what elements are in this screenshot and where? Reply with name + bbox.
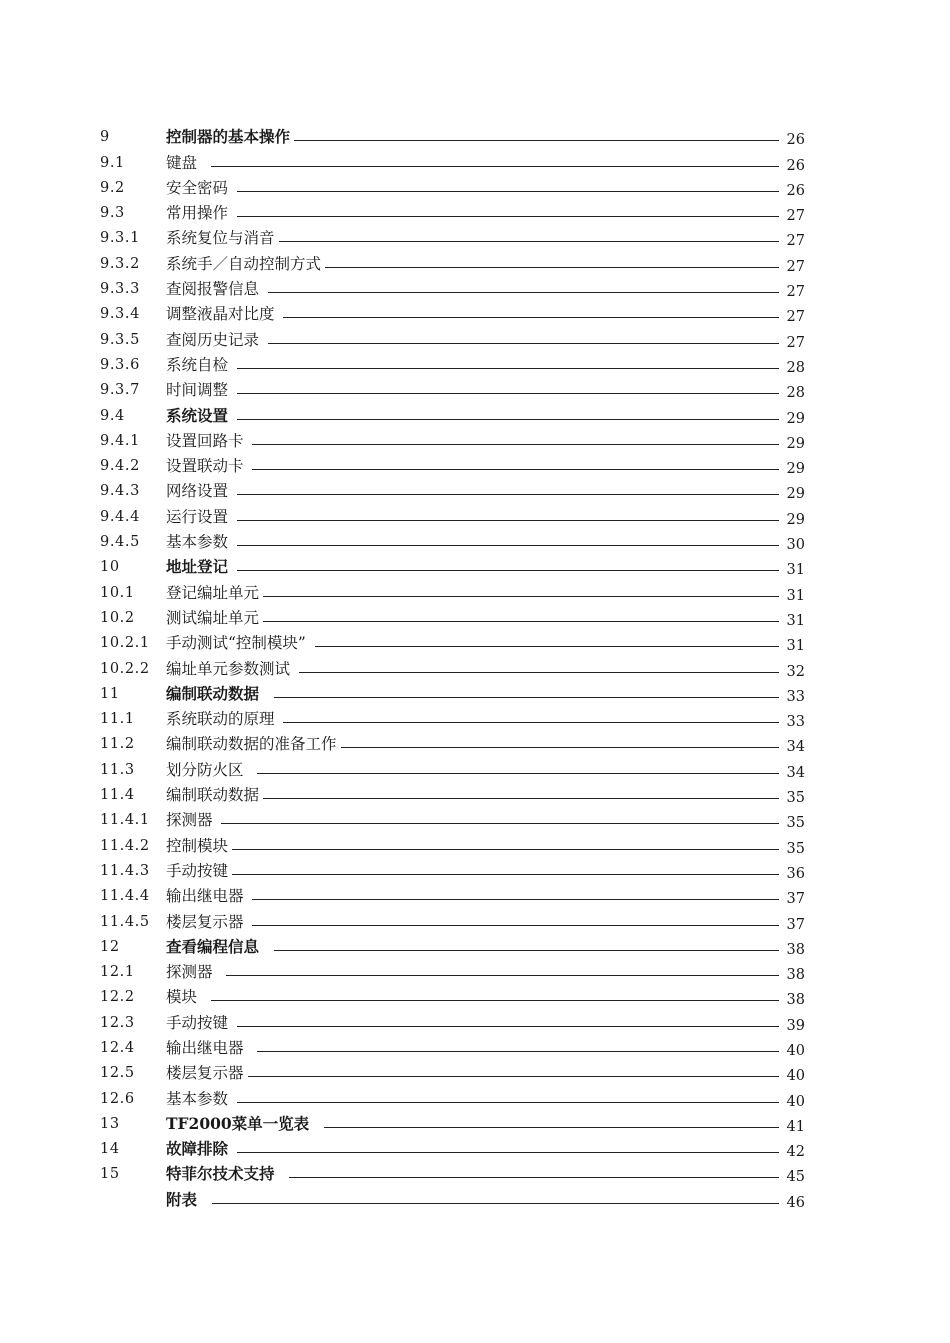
toc-entry-title: 控制器的基本操作 <box>166 127 291 147</box>
toc-entry-title: 手动按键 <box>166 1013 233 1032</box>
toc-leader-line <box>232 849 779 850</box>
toc-leader-line <box>221 823 779 824</box>
toc-leader-line <box>274 697 779 698</box>
toc-entry-page: 40 <box>786 1068 805 1085</box>
toc-entry[interactable] <box>100 528 805 553</box>
toc-entry-number: 9.3.2 <box>100 255 140 272</box>
toc-entry-page: 29 <box>786 461 805 478</box>
toc-entry-title: 楼层复示器 <box>166 912 249 931</box>
toc-entry[interactable] <box>100 351 805 376</box>
toc-entry-page: 34 <box>786 739 805 756</box>
toc-entry-title: 查看编程信息 <box>166 936 270 956</box>
toc-entry-title: 控制模块 <box>166 836 229 855</box>
toc-entry-number: 15 <box>100 1166 120 1183</box>
toc-entry-page: 27 <box>786 208 805 225</box>
toc-entry-number: 10.1 <box>100 584 135 601</box>
toc-entry[interactable] <box>100 224 805 249</box>
toc-leader-line <box>283 722 779 723</box>
toc-leader-line <box>274 950 779 951</box>
toc-entry-page: 42 <box>786 1144 805 1161</box>
toc-entry[interactable] <box>100 604 805 629</box>
toc-entry-page: 27 <box>786 258 805 275</box>
toc-entry-page: 27 <box>786 309 805 326</box>
toc-entry-number: 9.4.1 <box>100 432 140 449</box>
toc-entry-number: 9.4.5 <box>100 534 140 551</box>
toc-entry-title: 设置联动卡 <box>166 457 249 476</box>
toc-entry-number: 13 <box>100 1115 120 1132</box>
toc-leader-line <box>252 899 779 900</box>
toc-entry-page: 29 <box>786 410 805 427</box>
toc-entry-number: 9 <box>100 129 110 146</box>
toc-entry-page: 37 <box>786 891 805 908</box>
toc-leader-line <box>263 621 779 622</box>
toc-entry-number: 9.4 <box>100 407 125 424</box>
toc-entry-title: 系统复位与消音 <box>166 229 275 248</box>
toc-entry-number: 11.4.5 <box>100 913 150 930</box>
toc-entry-page: 26 <box>786 132 805 149</box>
toc-entry-page: 35 <box>786 840 805 857</box>
toc-entry-title: 划分防火区 <box>166 760 254 779</box>
toc-entry-page: 40 <box>786 1093 805 1110</box>
toc-entry-number: 11.1 <box>100 711 135 728</box>
toc-entry-page: 36 <box>786 865 805 882</box>
toc-entry[interactable] <box>100 831 805 856</box>
toc-entry-page: 31 <box>786 638 805 655</box>
toc-entry-title: 查阅报警信息 <box>166 280 264 299</box>
toc-entry-page: 35 <box>786 790 805 807</box>
toc-leader-line <box>237 393 779 394</box>
toc-entry[interactable] <box>100 983 805 1008</box>
toc-entry-page: 26 <box>786 157 805 174</box>
toc-entry-page: 31 <box>786 562 805 579</box>
toc-leader-line <box>294 140 779 141</box>
toc-entry-number: 9.4.3 <box>100 483 140 500</box>
toc-entry[interactable] <box>100 1110 805 1135</box>
toc-leader-line <box>237 419 779 420</box>
toc-entry[interactable] <box>100 477 805 502</box>
toc-entry-title: 编制联动数据的准备工作 <box>166 735 337 754</box>
toc-entry-number: 12.2 <box>100 989 135 1006</box>
toc-leader-line <box>279 241 779 242</box>
toc-entry-number: 10.2.1 <box>100 635 150 652</box>
table-of-contents <box>100 123 805 1211</box>
toc-entry-number: 10.2 <box>100 609 135 626</box>
toc-entry[interactable] <box>100 123 805 148</box>
toc-entry[interactable] <box>100 452 805 477</box>
toc-entry-title: 安全密码 <box>166 178 233 197</box>
toc-entry-number: 11.4.3 <box>100 862 150 879</box>
toc-entry[interactable] <box>100 1185 805 1210</box>
toc-leader-line <box>232 874 779 875</box>
toc-entry[interactable] <box>100 705 805 730</box>
toc-entry[interactable] <box>100 1034 805 1059</box>
toc-entry-title: 系统联动的原理 <box>166 710 280 729</box>
toc-entry[interactable] <box>100 857 805 882</box>
toc-leader-line <box>257 1051 779 1052</box>
toc-leader-line <box>212 1203 779 1204</box>
toc-entry-page: 45 <box>786 1169 805 1186</box>
toc-entry-title: 系统设置 <box>166 405 234 425</box>
toc-leader-line <box>237 545 779 546</box>
toc-entry[interactable] <box>100 1160 805 1185</box>
toc-entry-title: 设置回路卡 <box>166 431 249 450</box>
toc-entry-number: 11.2 <box>100 736 135 753</box>
toc-leader-line <box>237 494 779 495</box>
toc-entry[interactable] <box>100 1008 805 1033</box>
toc-entry-title: 测试编址单元 <box>166 608 260 627</box>
toc-entry-title: 地址登记 <box>166 557 234 577</box>
toc-entry[interactable] <box>100 502 805 527</box>
toc-entry-number: 12.3 <box>100 1014 135 1031</box>
toc-leader-line <box>237 216 779 217</box>
toc-entry-page: 38 <box>786 992 805 1009</box>
toc-leader-line <box>263 798 779 799</box>
toc-entry-title: 编址单元参数测试 <box>166 659 295 678</box>
toc-entry-page: 30 <box>786 537 805 554</box>
toc-entry-number: 11.4.4 <box>100 888 150 905</box>
toc-leader-line <box>252 925 779 926</box>
toc-entry[interactable] <box>100 275 805 300</box>
toc-entry[interactable] <box>100 427 805 452</box>
toc-entry-page: 32 <box>786 663 805 680</box>
toc-entry-title: 系统手／自动控制方式 <box>166 254 322 273</box>
toc-entry-number: 9.3.5 <box>100 331 140 348</box>
toc-entry-title: 基本参数 <box>166 1089 233 1108</box>
toc-entry-title: 输出继电器 <box>166 887 249 906</box>
toc-entry-title: 系统自检 <box>166 355 233 374</box>
toc-entry-number: 10 <box>100 559 120 576</box>
toc-entry-page: 33 <box>786 714 805 731</box>
toc-entry-page: 29 <box>786 435 805 452</box>
toc-entry-number: 11.4.1 <box>100 812 150 829</box>
toc-entry-number: 10.2.2 <box>100 660 150 677</box>
toc-entry-page: 29 <box>786 511 805 528</box>
toc-entry-page: 31 <box>786 612 805 629</box>
toc-entry-title: 楼层复示器 <box>166 1064 244 1083</box>
toc-entry-number: 12.1 <box>100 964 135 981</box>
toc-entry-page: 31 <box>786 587 805 604</box>
toc-entry-number: 9.4.4 <box>100 508 140 525</box>
toc-entry-page: 28 <box>786 385 805 402</box>
toc-leader-line <box>324 1127 779 1128</box>
toc-entry-title: 输出继电器 <box>166 1038 254 1057</box>
toc-entry-page: 27 <box>786 334 805 351</box>
toc-entry-title: TF2000菜单一览表 <box>166 1113 320 1133</box>
toc-entry[interactable] <box>100 376 805 401</box>
toc-entry-number: 14 <box>100 1141 120 1158</box>
toc-entry[interactable] <box>100 1084 805 1109</box>
toc-entry-page: 28 <box>786 359 805 376</box>
toc-entry-page: 38 <box>786 941 805 958</box>
toc-entry-number: 12.4 <box>100 1039 135 1056</box>
toc-entry[interactable] <box>100 680 805 705</box>
toc-entry-title: 特菲尔技术支持 <box>166 1164 286 1184</box>
toc-entry-title: 模块 <box>166 988 207 1007</box>
toc-entry-page: 27 <box>786 233 805 250</box>
toc-leader-line <box>237 1026 779 1027</box>
toc-entry-number: 9.4.2 <box>100 458 140 475</box>
toc-entry-number: 12.6 <box>100 1090 135 1107</box>
toc-entry[interactable] <box>100 300 805 325</box>
toc-leader-line <box>315 646 779 647</box>
toc-entry-page: 37 <box>786 916 805 933</box>
toc-leader-line <box>211 1000 779 1001</box>
toc-entry[interactable] <box>100 174 805 199</box>
toc-entry-number: 11 <box>100 685 120 702</box>
toc-leader-line <box>211 166 779 167</box>
toc-entry[interactable] <box>100 882 805 907</box>
toc-entry-number: 11.4 <box>100 787 135 804</box>
toc-entry-page: 40 <box>786 1042 805 1059</box>
toc-leader-line <box>325 267 779 268</box>
toc-leader-line <box>248 1076 779 1077</box>
toc-entry-number: 12 <box>100 938 120 955</box>
toc-entry-number: 9.3 <box>100 205 125 222</box>
toc-entry-title: 网络设置 <box>166 482 233 501</box>
toc-leader-line <box>252 469 779 470</box>
toc-entry[interactable] <box>100 401 805 426</box>
toc-entry-number: 9.1 <box>100 154 125 171</box>
toc-entry-title: 手动按键 <box>166 861 229 880</box>
toc-entry-page: 38 <box>786 967 805 984</box>
toc-leader-line <box>257 773 779 774</box>
toc-entry[interactable] <box>100 629 805 654</box>
toc-leader-line <box>268 343 779 344</box>
toc-leader-line <box>268 292 779 293</box>
toc-entry-page: 26 <box>786 182 805 199</box>
toc-entry[interactable] <box>100 933 805 958</box>
toc-entry-number: 9.3.7 <box>100 382 140 399</box>
toc-entry-page: 34 <box>786 764 805 781</box>
toc-leader-line <box>237 191 779 192</box>
toc-entry-page: 41 <box>786 1118 805 1135</box>
toc-entry-number: 9.2 <box>100 179 125 196</box>
toc-entry[interactable] <box>100 249 805 274</box>
toc-entry-page: 27 <box>786 284 805 301</box>
toc-entry-title: 编制联动数据 <box>166 683 270 703</box>
toc-entry-title: 探测器 <box>166 963 223 982</box>
toc-entry-title: 故障排除 <box>166 1139 234 1159</box>
toc-leader-line <box>299 672 779 673</box>
toc-leader-line <box>289 1177 779 1178</box>
toc-entry[interactable] <box>100 730 805 755</box>
toc-entry-page: 46 <box>786 1194 805 1211</box>
toc-leader-line <box>263 596 779 597</box>
toc-entry[interactable] <box>100 755 805 780</box>
toc-entry-title: 登记编址单元 <box>166 583 260 602</box>
toc-entry[interactable] <box>100 1135 805 1160</box>
toc-entry-number: 11.3 <box>100 761 135 778</box>
toc-entry-page: 29 <box>786 486 805 503</box>
toc-entry-title: 运行设置 <box>166 507 233 526</box>
toc-entry[interactable] <box>100 1059 805 1084</box>
toc-leader-line <box>237 1102 779 1103</box>
toc-entry[interactable] <box>100 806 805 831</box>
toc-entry[interactable] <box>100 781 805 806</box>
toc-entry-title: 手动测试“控制模块” <box>166 634 311 653</box>
toc-entry[interactable] <box>100 958 805 983</box>
toc-leader-line <box>283 317 779 318</box>
toc-entry-number: 9.3.3 <box>100 281 140 298</box>
toc-entry[interactable] <box>100 199 805 224</box>
toc-entry-number: 9.3.6 <box>100 356 140 373</box>
toc-entry-page: 33 <box>786 688 805 705</box>
toc-entry-title: 编制联动数据 <box>166 786 260 805</box>
toc-entry-title: 时间调整 <box>166 381 233 400</box>
toc-entry-title: 常用操作 <box>166 204 233 223</box>
toc-entry-number: 11.4.2 <box>100 837 150 854</box>
toc-entry-title: 键盘 <box>166 153 207 172</box>
toc-entry-page: 35 <box>786 815 805 832</box>
toc-entry[interactable] <box>100 578 805 603</box>
toc-entry-title: 基本参数 <box>166 533 233 552</box>
toc-entry[interactable] <box>100 148 805 173</box>
toc-leader-line <box>237 570 779 571</box>
toc-leader-line <box>237 1152 779 1153</box>
toc-entry[interactable] <box>100 907 805 932</box>
toc-entry-title: 探测器 <box>166 811 218 830</box>
toc-entry-title: 查阅历史记录 <box>166 330 264 349</box>
toc-leader-line <box>237 520 779 521</box>
toc-leader-line <box>252 444 779 445</box>
toc-entry-title: 附表 <box>166 1189 208 1209</box>
toc-entry-number: 9.3.1 <box>100 230 140 247</box>
toc-entry-number: 9.3.4 <box>100 306 140 323</box>
toc-entry-page: 39 <box>786 1017 805 1034</box>
toc-entry-title: 调整液晶对比度 <box>166 305 280 324</box>
toc-entry[interactable] <box>100 325 805 350</box>
toc-entry[interactable] <box>100 553 805 578</box>
toc-leader-line <box>341 747 779 748</box>
toc-leader-line <box>237 368 779 369</box>
toc-entry-number: 12.5 <box>100 1065 135 1082</box>
toc-leader-line <box>226 975 779 976</box>
toc-entry[interactable] <box>100 654 805 679</box>
